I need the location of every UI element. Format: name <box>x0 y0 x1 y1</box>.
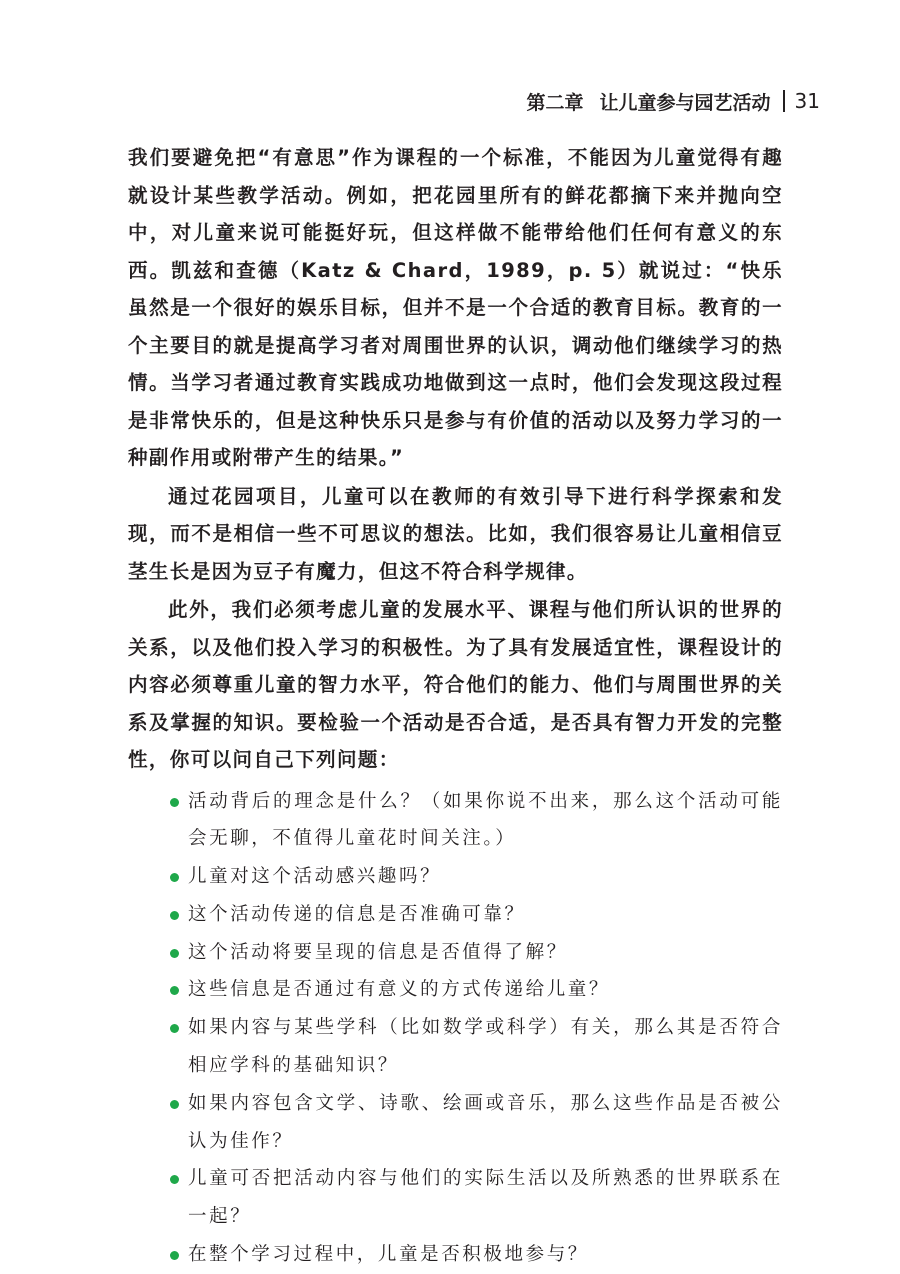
list-item <box>152 1160 783 1236</box>
list-item <box>152 1009 783 1085</box>
list-item-text: 如果内容与某些学科（比如数学或科学）有关，那么其是否符合相应学科的基础知识？ <box>188 1017 783 1077</box>
list-item-text: 儿童可否把活动内容与他们的实际生活以及所熟悉的世界联系在一起？ <box>188 1168 783 1228</box>
list-item-text: 这个活动传递的信息是否准确可靠？ <box>188 903 526 925</box>
bullet-dot-icon <box>170 1251 179 1260</box>
paragraph: 我们要避免把“有意思”作为课程的一个标准，不能因为儿童觉得有趣就设计某些教学活动。例如，把花园里所有的鲜花都摘下来并抛向空中，对儿童来说可能挺好玩，但这样做不能带给他们任何有意义的东西。凯兹和查德（Katz & Chard，1989，p. 5）就说过：“快乐虽然是一个很好的娱乐目标，但并不是一个合适的教育目标。教育的一个主要目的就是提高学习者对周围世界的认识，调动他们继续学习的热情。当学习者通过教育实践成功地做到这一点时，他们会发现这段过程是非常快乐的，但是这种快乐只是参与有价值的活动以及努力学习的一种副作用或附带产生的结果。” <box>128 146 783 469</box>
bullet-dot-icon <box>170 873 179 882</box>
list-item-text: 这些信息是否通过有意义的方式传递给儿童？ <box>188 979 611 1001</box>
page-number: 31 <box>794 89 820 113</box>
list-item-text: 这个活动将要呈现的信息是否值得了解？ <box>188 941 568 963</box>
list-item-text: 儿童对这个活动感兴趣吗？ <box>188 866 442 888</box>
list-item-text: 如果内容包含文学、诗歌、绘画或音乐，那么这些作品是否被公认为佳作？ <box>188 1092 783 1152</box>
list-item <box>152 1236 783 1274</box>
chapter-number: 第二章 <box>526 91 584 114</box>
bullet-dot-icon <box>170 949 179 958</box>
question-list <box>128 783 783 1274</box>
body-text <box>128 139 783 1274</box>
paragraph: 此外，我们必须考虑儿童的发展水平、课程与他们所认识的世界的关系，以及他们投入学习的积极性。为了具有发展适宜性，课程设计的内容必须尊重儿童的智力水平，符合他们的能力、他们与周围世界的关系及掌握的知识。要检验一个活动是否合适，是否具有智力开发的完整性，你可以问自己下列问题： <box>128 598 783 771</box>
list-item <box>152 896 783 934</box>
list-item <box>152 971 783 1009</box>
list-item-text: 活动背后的理念是什么？（如果你说不出来，那么这个活动可能会无聊，不值得儿童花时间关注。） <box>188 790 783 850</box>
header-separator <box>783 90 785 112</box>
paragraph: 通过花园项目，儿童可以在教师的有效引导下进行科学探索和发现，而不是相信一些不可思议的想法。比如，我们很容易让儿童相信豆茎生长是因为豆子有魔力，但这不符合科学规律。 <box>128 484 783 583</box>
bullet-dot-icon <box>170 1175 179 1184</box>
bullet-dot-icon <box>170 911 179 920</box>
list-item <box>152 934 783 972</box>
list-item <box>152 783 783 859</box>
list-item <box>152 858 783 896</box>
bullet-dot-icon <box>170 986 179 995</box>
list-item <box>152 1085 783 1161</box>
chapter-title: 让儿童参与园艺活动 <box>599 91 771 114</box>
list-item-text: 在整个学习过程中，儿童是否积极地参与？ <box>188 1244 589 1266</box>
bullet-dot-icon <box>170 1024 179 1033</box>
bullet-dot-icon <box>170 798 179 807</box>
running-header <box>527 86 820 116</box>
bullet-dot-icon <box>170 1100 179 1109</box>
